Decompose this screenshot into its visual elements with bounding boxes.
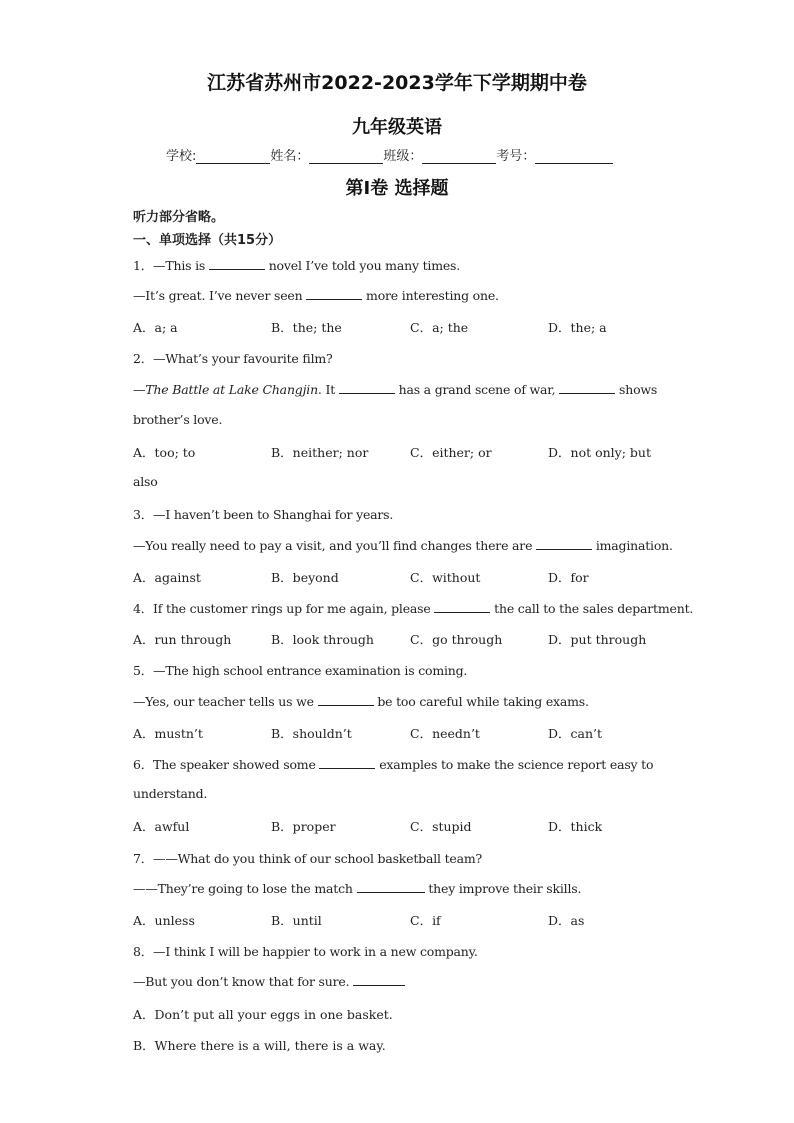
q7-stem: 7．——What do you think of our school basketball team?	[133, 851, 483, 866]
q7-option-d[interactable]: D．as	[548, 913, 585, 928]
q6-stem-cont: understand.	[133, 786, 208, 801]
q2-stem: 2．—What’s your favourite film?	[133, 351, 333, 366]
q6-blank[interactable]	[319, 756, 375, 769]
q2-text-d: shows	[619, 382, 658, 397]
q2-option-d[interactable]: D．not only; but	[548, 445, 651, 460]
q8-option-a[interactable]: A．Don’t put all your eggs in one basket.	[133, 1007, 393, 1022]
part-title: 第Ⅰ卷 选择题	[345, 178, 449, 199]
q1-text-c: —It’s great. I’ve never seen	[133, 288, 303, 303]
q1-text-a: 1．—This is	[133, 258, 206, 273]
q2-option-a[interactable]: A．too; to	[133, 445, 196, 460]
q6-stem	[133, 755, 653, 773]
q2-response	[133, 381, 657, 397]
q6-option-b[interactable]: B．proper	[271, 819, 336, 834]
q5-text-b: be too careful while taking exams.	[377, 694, 589, 709]
q5-option-c[interactable]: C．needn’t	[410, 726, 480, 741]
q3-stem: 3．—I haven’t been to Shanghai for years.	[133, 507, 394, 522]
q3-option-c[interactable]: C．without	[410, 570, 481, 585]
q5-blank[interactable]	[318, 693, 374, 706]
q5-stem: 5．—The high school entrance examination is coming.	[133, 663, 468, 678]
q1-blank-2[interactable]	[306, 287, 362, 300]
q5-text-a: —Yes, our teacher tells us we	[133, 694, 314, 709]
q3-option-a[interactable]: A．against	[133, 570, 201, 585]
q1-text-d: more interesting one.	[366, 288, 499, 303]
q6-text-b: examples to make the science report easy to	[379, 757, 654, 772]
class-blank[interactable]	[422, 150, 496, 164]
q4-blank[interactable]	[434, 600, 490, 613]
q7-option-c[interactable]: C．if	[410, 913, 441, 928]
q7-blank[interactable]	[357, 880, 425, 893]
q6-option-c[interactable]: C．stupid	[410, 819, 472, 834]
q4-text-a: 4．If the customer rings up for me again, please	[133, 601, 431, 616]
school-label: 学校:	[166, 149, 197, 164]
q6-text-a: 6．The speaker showed some	[133, 757, 316, 772]
q4-option-a[interactable]: A．run through	[133, 632, 232, 647]
q2-option-d-cont: also	[133, 474, 158, 489]
q4-option-d[interactable]: D．put through	[548, 632, 647, 647]
q7-text-a: ——They’re going to lose the match	[133, 881, 353, 896]
q8-blank[interactable]	[353, 973, 405, 986]
q1-option-d[interactable]: D．the; a	[548, 320, 607, 335]
q1-text-b: novel I’ve told you many times.	[268, 258, 461, 273]
q3-text-a: —You really need to pay a visit, and you’ll find changes there are	[133, 538, 533, 553]
exam-number-blank[interactable]	[535, 150, 613, 164]
q2-blank-2[interactable]	[559, 381, 615, 394]
q8-text: —But you don’t know that for sure.	[133, 974, 350, 989]
q4-option-b[interactable]: B．look through	[271, 632, 374, 647]
q4-text-b: the call to the sales department.	[494, 601, 694, 616]
school-blank[interactable]	[196, 150, 270, 164]
q1-option-b[interactable]: B．the; the	[271, 320, 342, 335]
exam-title: 江苏省苏州市2022-2023学年下学期期中卷	[207, 72, 587, 94]
q3-response	[133, 537, 673, 553]
q2-dash: —	[133, 382, 146, 397]
q5-option-b[interactable]: B．shouldn’t	[271, 726, 352, 741]
class-label: 班级：	[383, 149, 423, 164]
q6-option-d[interactable]: D．thick	[548, 819, 603, 834]
q2-text-b: . It	[317, 382, 336, 397]
q3-option-b[interactable]: B．beyond	[271, 570, 339, 585]
name-label: 姓名：	[270, 149, 310, 164]
q1-option-c[interactable]: C．a; the	[410, 320, 469, 335]
q7-text-b: they improve their skills.	[428, 881, 582, 896]
q3-option-d[interactable]: D．for	[548, 570, 589, 585]
q3-blank[interactable]	[536, 537, 592, 550]
q8-option-b[interactable]: B．Where there is a will, there is a way.	[133, 1038, 386, 1053]
q1-blank-1[interactable]	[209, 257, 265, 270]
q8-stem: 8．—I think I will be happier to work in a new company.	[133, 944, 478, 959]
exam-number-label: 考号：	[496, 149, 536, 164]
name-blank[interactable]	[309, 150, 383, 164]
q2-blank-1[interactable]	[339, 381, 395, 394]
q4-option-c[interactable]: C．go through	[410, 632, 503, 647]
student-info-line	[166, 145, 613, 164]
section-heading: 一、单项选择（共15分）	[133, 233, 282, 248]
q8-response	[133, 973, 405, 989]
q7-response	[133, 880, 581, 896]
q2-response-cont: brother’s love.	[133, 412, 223, 427]
listening-note: 听力部分省略。	[133, 210, 225, 225]
q5-option-d[interactable]: D．can’t	[548, 726, 603, 741]
q7-option-b[interactable]: B．until	[271, 913, 322, 928]
q1-response	[133, 287, 499, 303]
q5-option-a[interactable]: A．mustn’t	[133, 726, 203, 741]
q1-option-a[interactable]: A．a; a	[133, 320, 178, 335]
q2-text-c: has a grand scene of war,	[398, 382, 556, 397]
q6-option-a[interactable]: A．awful	[133, 819, 190, 834]
q1-stem	[133, 256, 460, 274]
q2-option-b[interactable]: B．neither; nor	[271, 445, 369, 460]
subject-title: 九年级英语	[352, 117, 442, 138]
q7-option-a[interactable]: A．unless	[133, 913, 195, 928]
q2-option-c[interactable]: C．either; or	[410, 445, 492, 460]
q4-stem	[133, 599, 693, 617]
q2-film-title: The Battle at Lake Changjin	[145, 382, 318, 397]
q5-response	[133, 693, 589, 709]
q3-text-b: imagination.	[595, 538, 673, 553]
